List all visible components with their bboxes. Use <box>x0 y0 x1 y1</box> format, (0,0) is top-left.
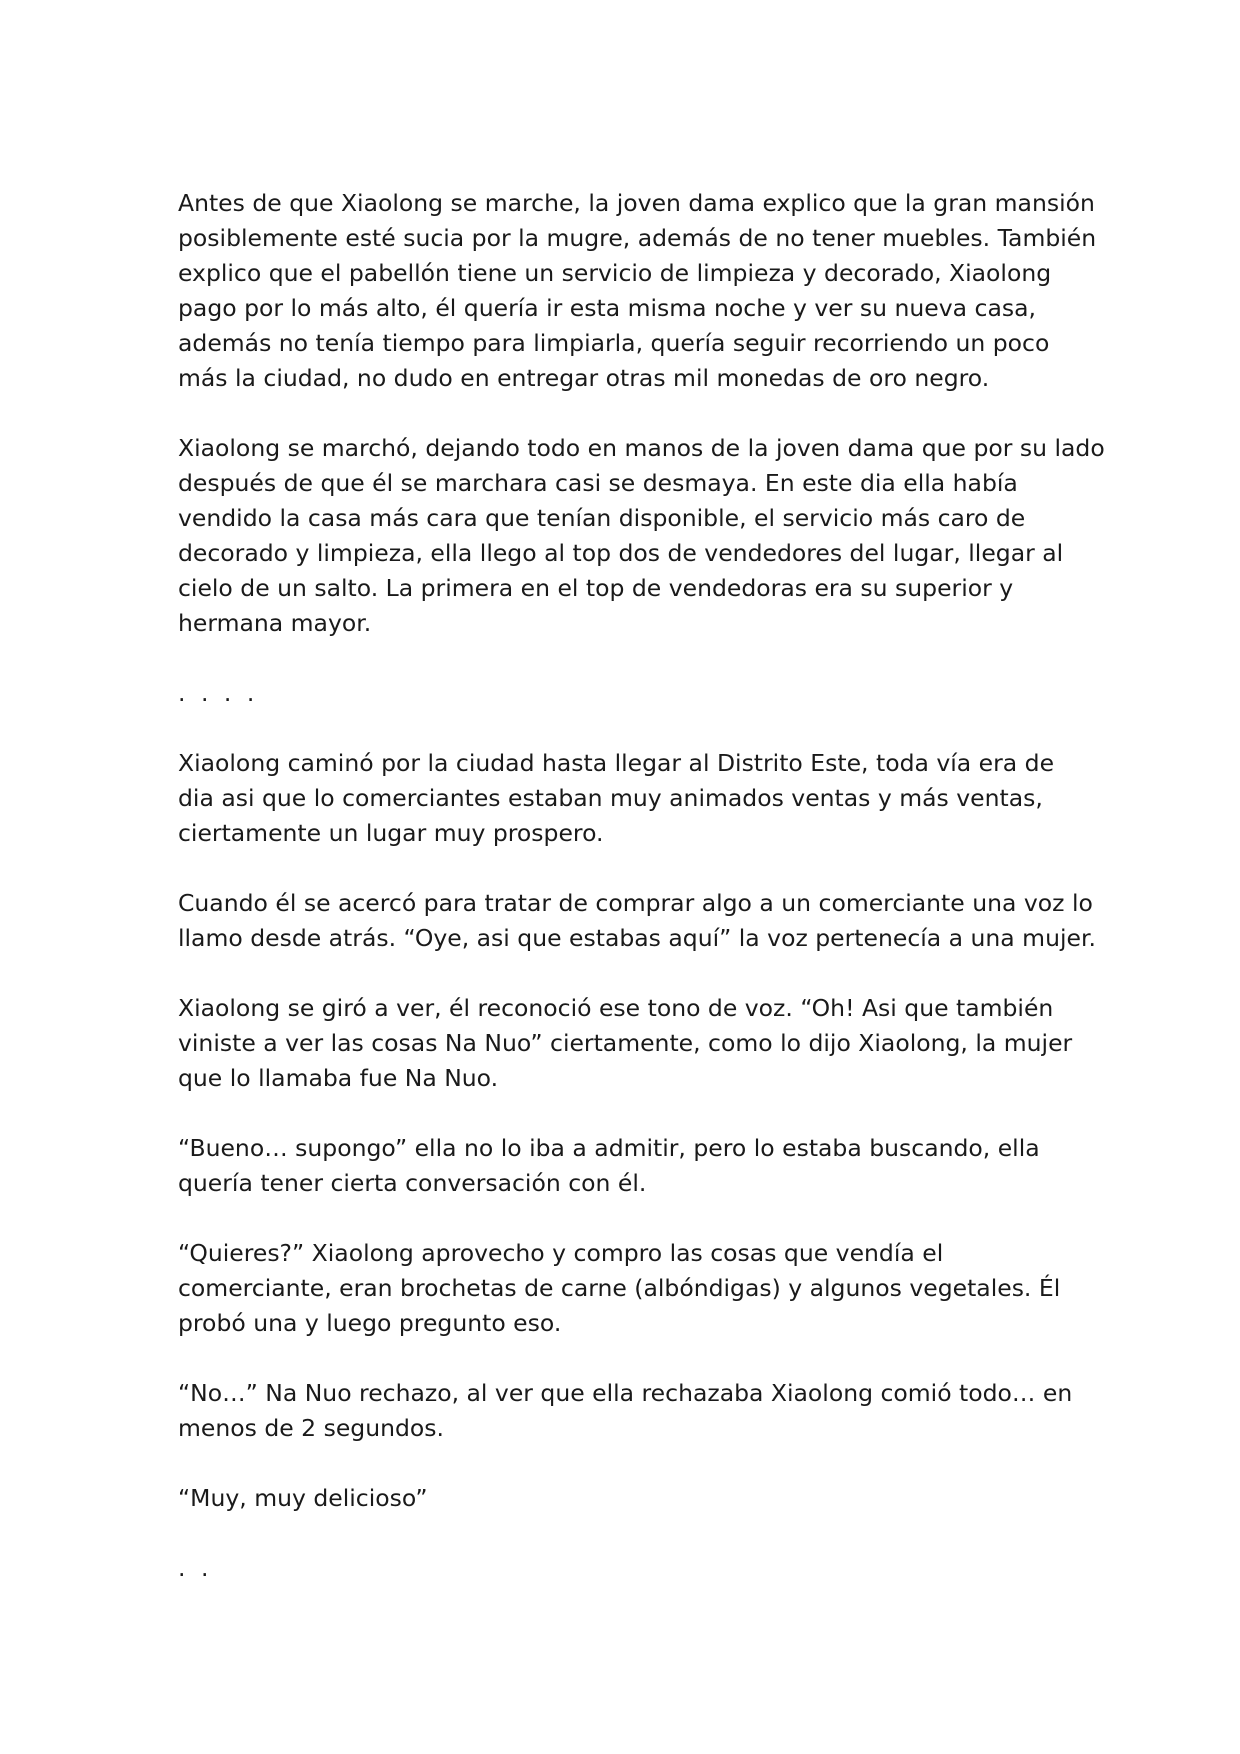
text-line: “Quieres?” Xiaolong aprovecho y compro las cosas que vendía el <box>178 1239 944 1267</box>
text-line: viniste a ver las cosas Na Nuo” ciertamente, como lo dijo Xiaolong, la mujer <box>178 1029 1073 1057</box>
paragraph <box>178 1481 1078 1516</box>
text-line: decorado y limpieza, ella llego al top dos de vendedores del lugar, llegar al <box>178 539 1064 567</box>
text-line: Antes de que Xiaolong se marche, la joven dama explico que la gran mansión <box>178 189 1095 217</box>
text-line: “Bueno… supongo” ella no lo iba a admitir, pero lo estaba buscando, ella <box>178 1134 1040 1162</box>
document-body <box>178 186 1105 1586</box>
text-line: Xiaolong caminó por la ciudad hasta llegar al Distrito Este, toda vía era de <box>178 749 1055 777</box>
text-line: Cuando él se acercó para tratar de comprar algo a un comerciante una voz lo <box>178 889 1093 917</box>
paragraph <box>178 1236 1078 1341</box>
paragraph-gap <box>178 1446 1078 1481</box>
text-line: cielo de un salto. La primera en el top de vendedoras era su superior y <box>178 574 1014 602</box>
text-line: explico que el pabellón tiene un servicio de limpieza y decorado, Xiaolong <box>178 259 1052 287</box>
scene-break: . . <box>178 1554 213 1582</box>
text-line: quería tener cierta conversación con él. <box>178 1169 647 1197</box>
paragraph-gap <box>178 641 1078 676</box>
paragraph-gap <box>178 1201 1078 1236</box>
paragraph <box>178 1551 1078 1586</box>
text-line: vendido la casa más cara que tenían disponible, el servicio más caro de <box>178 504 1026 532</box>
text-line: pago por lo más alto, él quería ir esta misma noche y ver su nueva casa, <box>178 294 1036 322</box>
paragraph-gap <box>178 956 1078 991</box>
paragraph-gap <box>178 711 1078 746</box>
paragraph <box>178 886 1096 956</box>
text-line: llamo desde atrás. “Oye, asi que estabas aquí” la voz pertenecía a una mujer. <box>178 924 1096 952</box>
paragraph-gap <box>178 851 1078 886</box>
paragraph <box>178 1131 1078 1201</box>
paragraph <box>178 991 1078 1096</box>
text-line: “Muy, muy delicioso” <box>178 1484 428 1512</box>
text-line: hermana mayor. <box>178 609 372 637</box>
paragraph <box>178 1376 1078 1446</box>
scene-break: . . . . <box>178 679 259 707</box>
text-line: después de que él se marchara casi se desmaya. En este dia ella había <box>178 469 1018 497</box>
text-line: “No…” Na Nuo rechazo, al ver que ella rechazaba Xiaolong comió todo… en <box>178 1379 1073 1407</box>
text-line: ciertamente un lugar muy prospero. <box>178 819 604 847</box>
text-line: menos de 2 segundos. <box>178 1414 445 1442</box>
text-line: Xiaolong se giró a ver, él reconoció ese tono de voz. “Oh! Asi que también <box>178 994 1054 1022</box>
paragraph <box>178 186 1097 396</box>
paragraph-gap <box>178 1096 1078 1131</box>
paragraph <box>178 676 1078 711</box>
text-line: comerciante, eran brochetas de carne (albóndigas) y algunos vegetales. Él <box>178 1274 1061 1302</box>
text-line: probó una y luego pregunto eso. <box>178 1309 562 1337</box>
paragraph <box>178 431 1105 641</box>
text-line: dia asi que lo comerciantes estaban muy animados ventas y más ventas, <box>178 784 1043 812</box>
paragraph-gap <box>178 1516 1078 1551</box>
text-line: posiblemente esté sucia por la mugre, además de no tener muebles. También <box>178 224 1097 252</box>
text-line: más la ciudad, no dudo en entregar otras mil monedas de oro negro. <box>178 364 990 392</box>
text-line: Xiaolong se marchó, dejando todo en manos de la joven dama que por su lado <box>178 434 1105 462</box>
paragraph-gap <box>178 1341 1078 1376</box>
paragraph <box>178 746 1078 851</box>
document-page <box>178 186 1105 1586</box>
paragraph-gap <box>178 396 1078 431</box>
text-line: que lo llamaba fue Na Nuo. <box>178 1064 499 1092</box>
text-line: además no tenía tiempo para limpiarla, quería seguir recorriendo un poco <box>178 329 1050 357</box>
